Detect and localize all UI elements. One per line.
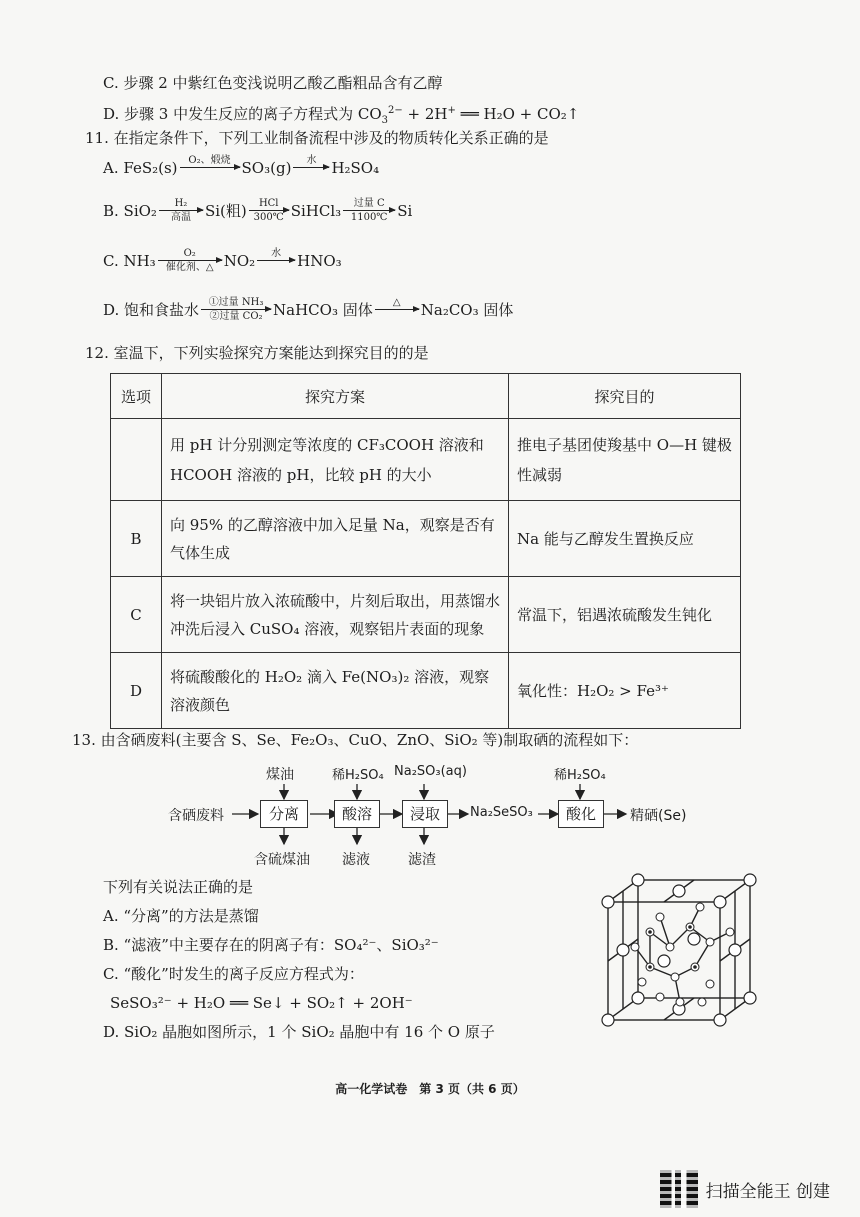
- q10-option-c: C. 步骤 2 中紫红色变浅说明乙酸乙酯粗品含有乙醇: [103, 74, 443, 92]
- header-option: 选项: [111, 374, 162, 419]
- flow-box-separate: 分离: [260, 800, 308, 828]
- q13-option-a: A. “分离”的方法是蒸馏: [103, 907, 259, 925]
- reaction-arrow: 过量 C 1100℃: [343, 198, 395, 223]
- q11-option-a: A. FeS₂(s) O₂、煅烧 SO₃(g) 水 H₂SO₄: [103, 155, 379, 180]
- q11-option-b: B. SiO₂ H₂ 高温 Si(粗) HCl 300℃ SiHCl₃ 过量 C 1100℃ Si: [103, 198, 413, 223]
- reaction-arrow: 水: [257, 248, 295, 273]
- sio2-unit-cell-figure: [590, 872, 770, 1037]
- reaction-arrow: ①过量 NH₃ ②过量 CO₂: [201, 297, 271, 322]
- table-row: D 将硫酸酸化的 H₂O₂ 滴入 Fe(NO₃)₂ 溶液，观察溶液颜色 氧化性：H₂O₂ > Fe³⁺: [111, 653, 741, 729]
- q11-stem: 11. 在指定条件下，下列工业制备流程中涉及的物质转化关系正确的是: [85, 129, 549, 147]
- qr-code-icon: [660, 1170, 698, 1208]
- scanner-watermark: [660, 1170, 830, 1208]
- flow-start: 含硒废料: [168, 808, 224, 824]
- header-goal: 探究目的: [509, 374, 741, 419]
- page-footer: 高一化学试卷 第 3 页（共 6 页）: [335, 1082, 525, 1096]
- flow-input-acid-2: 稀H₂SO₄: [554, 768, 606, 783]
- reaction-arrow: 水: [293, 155, 329, 180]
- reaction-arrow: H₂ 高温: [159, 198, 203, 223]
- flow-box-leach: 浸取: [402, 800, 448, 828]
- q11-a-label: A. FeS₂(s): [103, 158, 178, 177]
- reaction-arrow: △: [375, 297, 419, 322]
- q13-option-d: D. SiO₂ 晶胞如图所示，1 个 SiO₂ 晶胞中有 16 个 O 原子: [103, 1023, 495, 1041]
- table-row: 用 pH 计分别测定等浓度的 CF₃COOH 溶液和 HCOOH 溶液的 pH，比较 pH 的大小 推电子基团使羧基中 O—H 键极性减弱: [111, 419, 741, 501]
- flow-input-kerosene: 煤油: [266, 767, 294, 783]
- q13-option-b: B. “滤液”中主要存在的阴离子有：SO₄²⁻、SiO₃²⁻: [103, 936, 439, 954]
- table-header-row: [111, 374, 741, 419]
- q13-stem: 13. 由含硒废料(主要含 S、Se、Fe₂O₃、CuO、ZnO、SiO₂ 等)制取硒的流程如下：: [72, 731, 639, 749]
- table-row: B 向 95% 的乙醇溶液中加入足量 Na，观察是否有气体生成 Na 能与乙醇发生置换反应: [111, 501, 741, 577]
- q10-d-text3: ══ H₂O + CO₂↑: [455, 105, 580, 123]
- flow-output-filtrate: 滤液: [342, 852, 370, 868]
- q11-option-c: C. NH₃ O₂ 催化剂、△ NO₂ 水 HNO₃: [103, 248, 342, 273]
- q12-table: [110, 373, 741, 729]
- flow-input-sulfite: Na₂SO₃(aq): [394, 764, 467, 779]
- q13-option-c-equation: SeSO₃²⁻ + H₂O ══ Se↓ + SO₂↑ + 2OH⁻: [110, 994, 413, 1012]
- reaction-arrow: O₂、煅烧: [180, 155, 240, 180]
- q12-stem: 12. 室温下，下列实验探究方案能达到探究目的的是: [85, 344, 429, 362]
- header-plan: 探究方案: [162, 374, 509, 419]
- flow-end: 精硒(Se): [630, 808, 687, 824]
- flow-output-residue: 滤渣: [408, 852, 436, 868]
- flow-box-acidify: 酸化: [558, 800, 604, 828]
- q13-option-c: C. “酸化”时发生的离子反应方程式为：: [103, 965, 364, 983]
- q11-option-d: D. 饱和食盐水 ①过量 NH₃ ②过量 CO₂ NaHCO₃ 固体 △ Na₂CO₃ 固体: [103, 297, 514, 322]
- flow-box-acid-dissolve: 酸溶: [334, 800, 380, 828]
- q10-d-text: D. 步骤 3 中发生反应的离子方程式为 CO: [103, 105, 382, 123]
- table-row: C 将一块铝片放入浓硫酸中，片刻后取出，用蒸馏水冲洗后浸入 CuSO₄ 溶液，观察铝片表面的现象 常温下，铝遇浓硫酸发生钝化: [111, 577, 741, 653]
- reaction-arrow: O₂ 催化剂、△: [158, 248, 222, 273]
- watermark-text: 扫描全能王 创建: [705, 1181, 830, 1202]
- flow-input-acid: 稀H₂SO₄: [332, 768, 384, 783]
- q13-flowchart: [150, 760, 710, 870]
- flow-output-sulfur-kerosene: 含硫煤油: [254, 852, 310, 868]
- flow-intermediate: Na₂SeSO₃: [470, 805, 533, 820]
- q13-substem: 下列有关说法正确的是: [103, 878, 254, 896]
- reaction-arrow: HCl 300℃: [249, 198, 289, 223]
- q10-d-text2: + 2H: [402, 105, 448, 123]
- q10-option-d: D. 步骤 3 中发生反应的离子方程式为 $CO_3^{2-} + 2H^+$ ══ H₂O + CO₂↑: [103, 105, 580, 126]
